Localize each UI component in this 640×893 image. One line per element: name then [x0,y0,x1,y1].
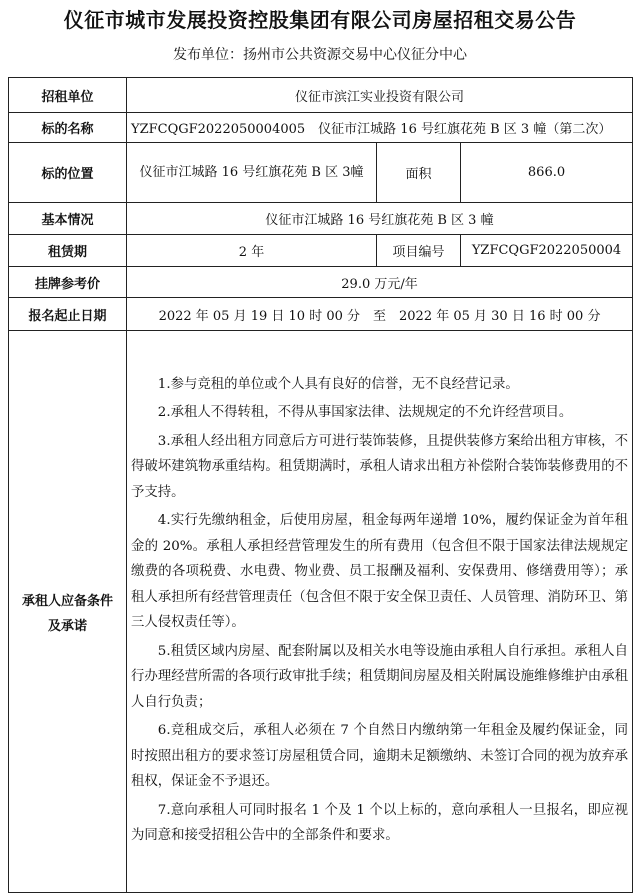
condition-item: 2.承租人不得转租，不得从事国家法律、法规规定的不允许经营项目。 [157,405,573,420]
lease-term-label: 租赁期 [9,235,127,267]
condition-item: 4.实行先缴纳租金，后使用房屋，租金每两年递增 10%，履约保证金为首年租金的 20%。承租人承担经营管理发生的所有费用（包含但不限于国家法律法规规定缴费的各项税费、水电费、物业费、员工报酬及福利、安保费用、修缮费用等）；承租人承担所有经营管理责任（包含但不限于安全保卫责任、人员管理、消防环卫、第三人侵权责任等）。 [131,513,629,630]
location-value: 仪征市江城路 16 号红旗花苑 B 区 3幢 [127,143,377,203]
row-lease-term [9,235,633,267]
condition-item: 3.承租人经出租方同意后方可进行装饰装修，且提供装修方案给出租方审核，不得破坏建筑物承重结构。租赁期满时，承租人请求出租方补偿附合装饰装修费用的不予支持。 [131,433,629,500]
lease-term-value: 2 年 [127,235,377,267]
project-no-value: YZFCQGF2022050004 [461,235,633,267]
area-label: 面积 [377,143,461,203]
lot-name-value: YZFCQGF2022050004005 仪征市江城路 16 号红旗花苑 B 区 3 幢（第二次） [127,113,633,143]
row-location [9,143,633,203]
conditions-content [127,331,633,893]
area-value: 866.0 [461,143,633,203]
listing-price-label: 挂牌参考价 [9,267,127,298]
lessor-value: 仪征市滨江实业投资有限公司 [127,78,633,113]
conditions-label [9,331,127,893]
condition-item: 1.参与竞租的单位或个人具有良好的信誉，无不良经营记录。 [157,376,519,392]
lot-name-label: 标的名称 [9,113,127,143]
notice-title: 仪征市城市发展投资控股集团有限公司房屋招租交易公告 [63,8,577,32]
listing-price-value: 29.0 万元/年 [127,267,633,298]
lessor-label: 招租单位 [9,78,127,113]
publisher-line: 发布单位：扬州市公共资源交易中心仪征分中心 [173,47,467,63]
conditions-label-line2: 及承诺 [47,618,87,634]
location-label: 标的位置 [9,143,127,203]
conditions-list [131,372,628,849]
row-basic-info [9,203,633,235]
conditions-label-line1: 承租人应备条件 [21,593,113,609]
project-no-label: 项目编号 [377,235,461,267]
notice-table [8,77,633,893]
condition-item: 7.意向承租人可同时报名 1 个及 1 个以上标的，意向承租人一旦报名，即应视为同意和接受招租公告中的全部条件和要求。 [131,802,629,843]
condition-item: 5.租赁区域内房屋、配套附属以及相关水电等设施由承租人自行承担。承租人自行办理经营所需的各项行政审批手续；租赁期间房屋及相关附属设施维修维护由承租人自行负责； [131,643,629,710]
row-listing-price [9,267,633,298]
registration-value: 2022 年 05 月 19 日 10 时 00 分 至 2022 年 05 月 30 日 16 时 00 分 [127,298,633,331]
row-lot-name [9,113,633,143]
row-registration [9,298,633,331]
basic-info-label: 基本情况 [9,203,127,235]
condition-item: 6.竞租成交后，承租人必须在 7 个自然日内缴纳第一年租金及履约保证金，同时按照出租方的要求签订房屋租赁合同，逾期未足额缴纳、未签订合同的视为放弃承租权，保证金不予退还。 [131,723,629,789]
row-lessor [9,78,633,113]
registration-label: 报名起止日期 [9,298,127,331]
row-conditions [9,331,633,893]
basic-info-value: 仪征市江城路 16 号红旗花苑 B 区 3 幢 [127,203,633,235]
